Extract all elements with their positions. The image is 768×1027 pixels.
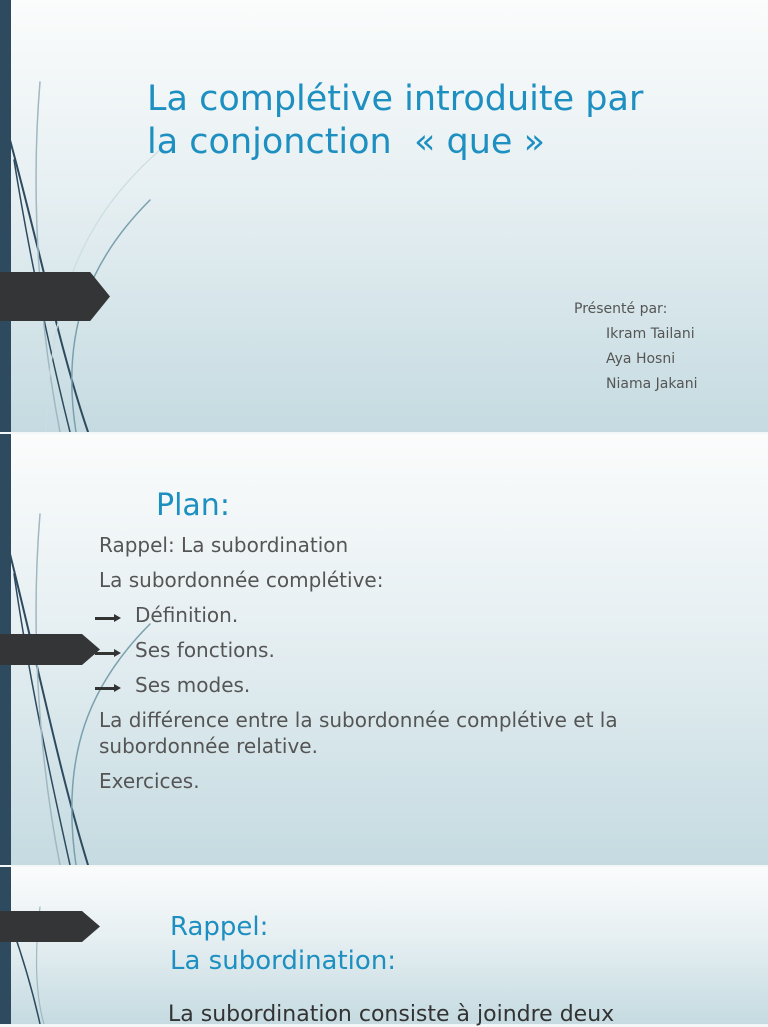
decorative-swoosh: [0, 867, 160, 1024]
slide-title-heading: [147, 78, 727, 163]
plan-list: [99, 532, 719, 803]
plan-heading: Plan:: [156, 488, 230, 523]
list-item: La différence entre la subordonnée complétive et la subordonnée relative.: [99, 708, 618, 758]
list-item: Rappel: La subordination: [99, 533, 349, 557]
list-item-text: Ses fonctions.: [135, 638, 275, 662]
arrow-right-icon: [95, 650, 121, 656]
presenter-name: Ikram Tailani: [606, 326, 695, 342]
list-item: La subordonnée complétive:: [99, 568, 384, 592]
list-item-sub: [99, 602, 719, 628]
list-item-sub: [99, 672, 719, 698]
presenter-name: Aya Hosni: [606, 351, 676, 367]
rappel-heading: [170, 910, 396, 978]
rappel-heading-line-2: La subordination:: [170, 946, 397, 976]
title-line-2: la conjonction « que »: [147, 121, 546, 162]
presented-by-label: Présenté par:: [574, 301, 668, 317]
slide-marker: [0, 634, 100, 665]
arrow-right-icon: [95, 615, 121, 621]
rappel-text-content: La subordination consiste à joindre deux: [168, 1002, 615, 1027]
arrow-right-icon: [95, 685, 121, 691]
list-item-text: Ses modes.: [135, 673, 251, 697]
list-item-sub: [99, 637, 719, 663]
list-item: Exercices.: [99, 769, 200, 793]
rappel-heading-line-1: Rappel:: [170, 912, 269, 942]
list-item-text: Définition.: [135, 603, 239, 627]
decorative-swoosh: [0, 0, 160, 432]
slide-marker: [0, 272, 110, 321]
slide-marker: [0, 911, 100, 942]
presenter-name: Niama Jakani: [606, 376, 698, 392]
rappel-text: [168, 1002, 614, 1027]
presenters-block: [574, 297, 698, 397]
slide-title: [0, 0, 768, 432]
title-line-1: La complétive introduite par: [147, 79, 644, 119]
